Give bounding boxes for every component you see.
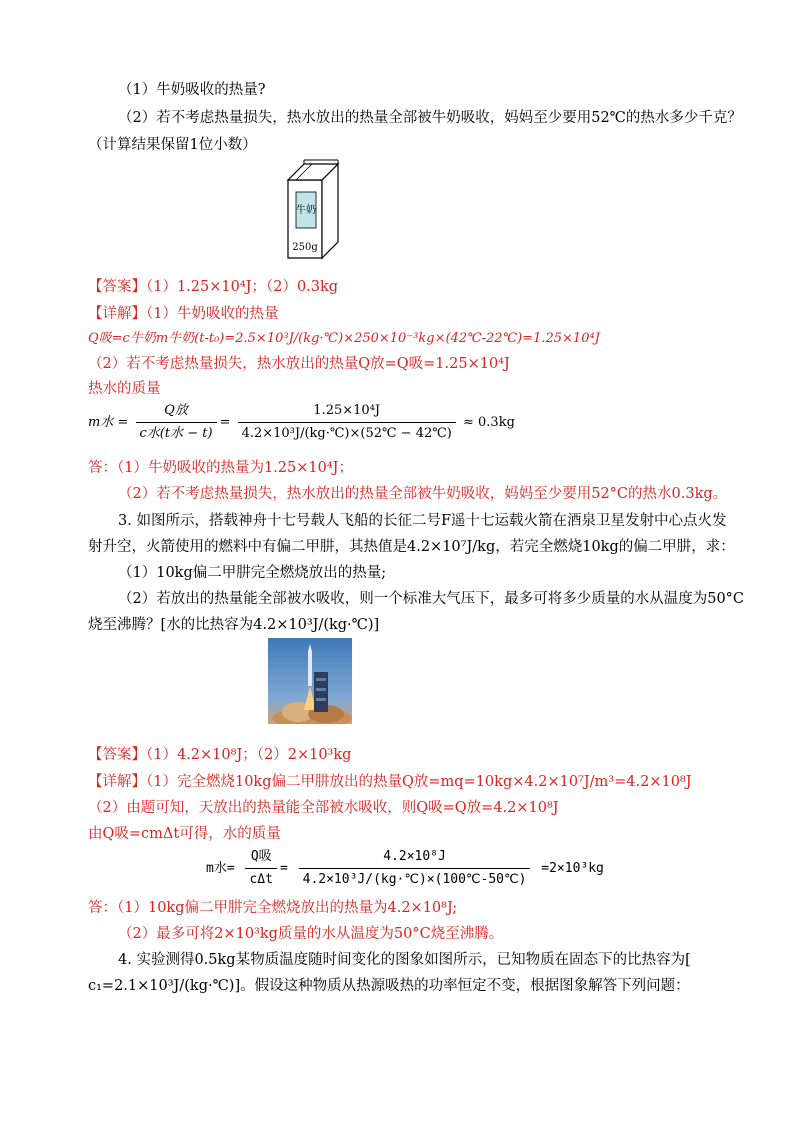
conclusion-line: （2）若不考虑热量损失，热水放出的热量全部被牛奶吸收，妈妈至少要用52°C的热水0.3kg。 (118, 486, 728, 502)
detail-line: 热水的质量 (88, 381, 161, 397)
fraction-denominator: cΔt (249, 872, 273, 887)
detail-line: （2）若不考虑热量损失，热水放出的热量Q放=Q吸=1.25×10⁴J (88, 356, 510, 372)
answer-tag: 【答案】 (88, 279, 146, 295)
fraction-numerator: Q放 (136, 402, 217, 423)
fraction (245, 848, 276, 889)
question-line: （1）10kg偏二甲肼完全燃烧放出的热量; (118, 565, 387, 581)
detail-line: 由Q吸=cmΔt可得，水的质量 (88, 826, 281, 842)
detail-tag: 【详解】 (88, 774, 146, 790)
answer-line (88, 277, 338, 297)
fraction-numerator: 4.2×10⁸J (299, 848, 531, 869)
fraction (136, 402, 217, 443)
conclusion-line: 答：（1）牛奶吸收的热量为1.25×10⁴J； (88, 460, 353, 476)
detail-line (88, 772, 692, 792)
formula-result: =2×10³kg (541, 861, 604, 876)
fraction-numerator: 1.25×10⁴J (238, 402, 456, 423)
question-line: （2）若不考虑热量损失，热水放出的热量全部被牛奶吸收，妈妈至少要用52℃的热水多少千克？ (118, 110, 742, 126)
conclusion-line: （2）最多可将2×10³kg质量的水从温度为50°C烧至沸腾。 (118, 926, 504, 942)
answer-text: （1）1.25×10⁴J；（2）0.3kg (146, 279, 339, 295)
note-line: （计算结果保留1位小数） (88, 137, 257, 153)
formula-lhs: m水= (206, 861, 235, 876)
answer-text: （1）4.2×10⁸J；（2）2×10³kg (146, 747, 352, 763)
detail-tag: 【详解】 (88, 306, 146, 322)
fraction-denominator: c水(t水 − t) (139, 426, 213, 441)
conclusion-line: 答：（1）10kg偏二甲肼完全燃烧放出的热量为4.2×10⁸J; (88, 900, 458, 916)
mass-formula: m水= $\frac{\text{Q吸}}{\text{cΔt}}$ = $\frac{\text{4.2×10⁸J}}{\text{4.2×10³J/(kg·℃)×(100℃-50℃)}}$ =2×10³kg (206, 849, 604, 887)
rocket-launch-photo (268, 638, 352, 724)
formula-result: ≈ 0.3kg (463, 415, 515, 430)
formula-line: Q吸=c牛奶m牛奶(t-t₀)=2.5×10³J/(kg·℃)×250×10⁻³kg×(42℃-22℃)=1.25×10⁴J (88, 331, 600, 346)
question-line: （1）牛奶吸收的热量? (118, 82, 266, 98)
detail-text: （1）牛奶吸收的热量 (146, 306, 279, 322)
fraction-numerator: Q吸 (245, 848, 276, 869)
problem-stem: c₁=2.1×10³J/(kg·℃)]。假设这种物质从热源吸热的功率恒定不变，根据图象解答下列问题： (88, 978, 690, 994)
formula-lhs: m水 = (88, 415, 129, 430)
answer-tag: 【答案】 (88, 747, 146, 763)
detail-line: （2）由题可知，天放出的热量能全部被水吸收，则Q吸=Q放=4.2×10⁸J (88, 800, 559, 816)
fraction-denominator: 4.2×10³J/(kg·℃)×(100℃-50℃) (302, 872, 527, 887)
detail-line (88, 304, 278, 324)
question-line: （2）若放出的热量能全部被水吸收，则一个标准大气压下，最多可将多少质量的水从温度为50°C (118, 591, 745, 607)
detail-text: （1）完全燃烧10kg偏二甲肼放出的热量Q放=mq=10kg×4.2×10⁷J/m³=4.2×10⁸J (146, 774, 692, 790)
carton-label: 牛奶 (296, 205, 316, 216)
question-line: 烧至沸腾？[水的比热容为4.2×10³J/(kg·℃)] (88, 617, 380, 633)
fraction-denominator: 4.2×10³J/(kg·℃)×(52℃ − 42℃) (241, 426, 452, 441)
problem-stem: 射升空，火箭使用的燃料中有偏二甲肼，其热值是4.2×10⁷J/kg，若完全燃烧10kg的偏二甲肼，求： (88, 539, 735, 555)
fraction (299, 848, 531, 889)
carton-mass: 250g (292, 242, 318, 253)
answer-line (88, 745, 351, 765)
problem-stem: 4. 实验测得0.5kg某物质温度随时间变化的图象如图所示，已知物质在固态下的比热容为[ (118, 952, 691, 968)
fraction (238, 402, 456, 443)
mass-formula: m水 = $\frac{\text{Q放}}{\text{c水(t水 − t)}}$ = $\frac{\text{1.25×10⁴J}}{\text{4.2×10³J/(kg·℃)×(52℃ − 42℃)}}$ ≈ 0.3kg (88, 403, 515, 441)
problem-stem: 3. 如图所示，搭载神舟十七号载人飞船的长征二号F遥十七运载火箭在酒泉卫星发射中心点火发 (118, 513, 727, 529)
milk-carton-figure (282, 158, 362, 260)
